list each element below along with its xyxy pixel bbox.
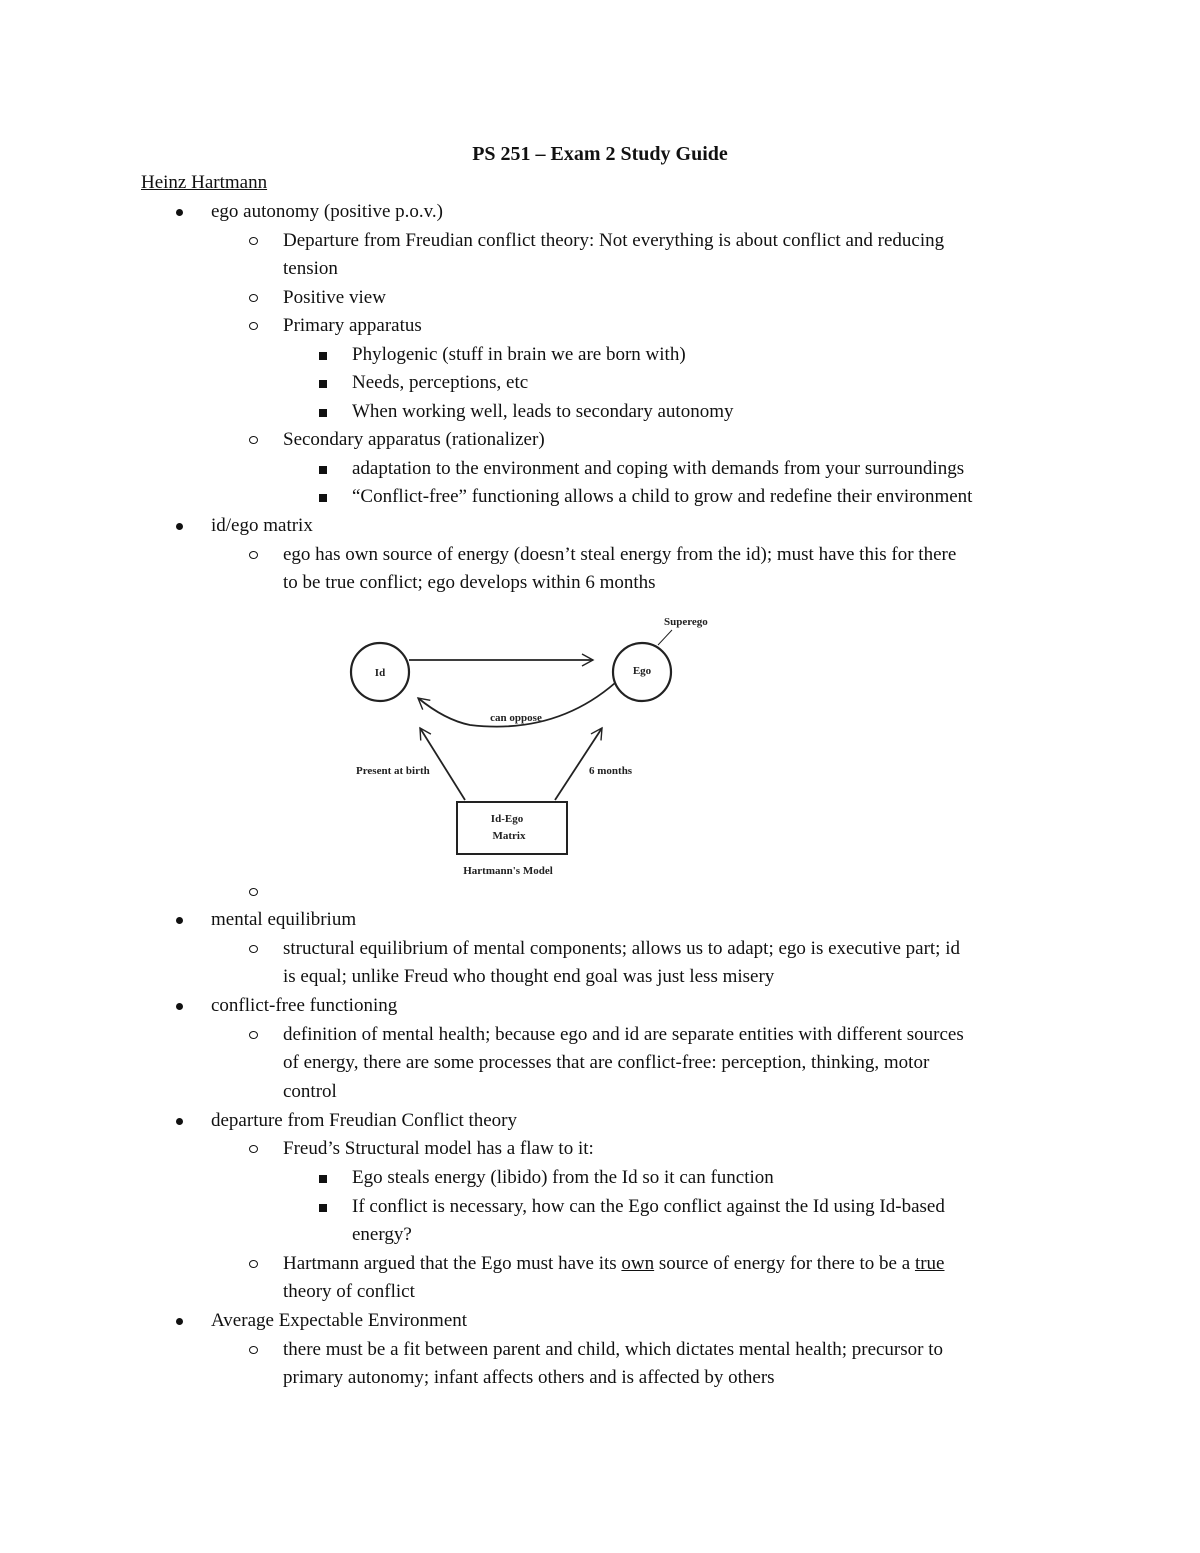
list-item: id/ego matrix bbox=[211, 515, 313, 536]
bullet-square bbox=[318, 1193, 330, 1221]
list-item: there must be a fit between parent and child, which dictates mental health; precursor to bbox=[283, 1339, 944, 1360]
bullet-disc bbox=[174, 512, 184, 540]
list-item-continuation: of energy, there are some processes that are conflict-free: perception, thinking, motor bbox=[283, 1052, 930, 1073]
list-item: Average Expectable Environment bbox=[211, 1310, 468, 1331]
bullet-square bbox=[318, 455, 330, 483]
six-months-label: 6 months bbox=[589, 765, 633, 777]
list-item-continuation: tension bbox=[283, 258, 338, 279]
list-item: ego autonomy (positive p.o.v.) bbox=[211, 201, 444, 222]
list-item: structural equilibrium of mental components; allows us to adapt; ego is executive part; id bbox=[283, 938, 960, 959]
bullet-square bbox=[318, 341, 330, 369]
section-heading: Heinz Hartmann bbox=[141, 172, 268, 193]
list-item: definition of mental health; because ego and id are separate entities with different sources bbox=[283, 1024, 964, 1045]
text-run: Hartmann argued that the Ego must have its bbox=[283, 1253, 622, 1274]
ego-label: Ego bbox=[632, 665, 652, 677]
bullet-circle bbox=[248, 227, 260, 255]
bullet-circle bbox=[248, 1135, 260, 1163]
bullet-disc bbox=[174, 906, 184, 934]
bullet-circle bbox=[248, 426, 260, 454]
list-item: Needs, perceptions, etc bbox=[352, 372, 529, 393]
list-item: Freud’s Structural model has a flaw to it: bbox=[283, 1138, 594, 1159]
bullet-disc bbox=[174, 198, 184, 226]
list-item-continuation: primary autonomy; infant affects others and is affected by others bbox=[283, 1367, 775, 1388]
document-title: PS 251 – Exam 2 Study Guide bbox=[472, 143, 728, 165]
bullet-square bbox=[318, 1164, 330, 1192]
list-item-continuation: is equal; unlike Freud who thought end goal was just less misery bbox=[283, 966, 775, 987]
bullet-square bbox=[318, 369, 330, 397]
list-item: Phylogenic (stuff in brain we are born with) bbox=[352, 344, 686, 365]
bullet-disc bbox=[174, 1307, 184, 1335]
list-item: Positive view bbox=[283, 287, 386, 308]
list-item: Primary apparatus bbox=[283, 315, 422, 336]
underlined-word: own bbox=[621, 1253, 655, 1274]
id-label: Id bbox=[374, 667, 386, 679]
bullet-circle bbox=[248, 1336, 260, 1364]
matrix-to-id-arrow bbox=[420, 728, 465, 800]
list-item bbox=[283, 1250, 944, 1278]
hartmann-model-diagram bbox=[340, 610, 740, 885]
list-item: Secondary apparatus (rationalizer) bbox=[283, 429, 545, 450]
text-run: source of energy for there to be a bbox=[654, 1253, 915, 1274]
bullet-disc bbox=[174, 1107, 184, 1135]
list-item-continuation: to be true conflict; ego develops within 6 months bbox=[283, 572, 656, 593]
list-item: departure from Freudian Conflict theory bbox=[211, 1110, 518, 1131]
matrix-label-line2: Matrix bbox=[492, 830, 526, 842]
list-item-continuation: control bbox=[283, 1081, 337, 1102]
list-item: conflict-free functioning bbox=[211, 995, 398, 1016]
bullet-circle bbox=[248, 1021, 260, 1049]
list-item: adaptation to the environment and coping with demands from your surroundings bbox=[352, 458, 965, 479]
list-item: Ego steals energy (libido) from the Id so it can function bbox=[352, 1167, 774, 1188]
bullet-circle bbox=[248, 878, 260, 906]
list-item: When working well, leads to secondary autonomy bbox=[352, 401, 734, 422]
bullet-circle bbox=[248, 1250, 260, 1278]
superego-pointer bbox=[658, 630, 672, 645]
bullet-circle bbox=[248, 541, 260, 569]
list-item: mental equilibrium bbox=[211, 909, 357, 930]
list-item: ego has own source of energy (doesn’t steal energy from the id); must have this for there bbox=[283, 544, 957, 565]
bullet-circle bbox=[248, 284, 260, 312]
bullet-disc bbox=[174, 992, 184, 1020]
list-item: Departure from Freudian conflict theory: Not everything is about conflict and reducing bbox=[283, 230, 945, 251]
diagram-caption: Hartmann's Model bbox=[463, 865, 553, 877]
underlined-word: true bbox=[914, 1253, 945, 1274]
matrix-label-line1: Id-Ego bbox=[490, 813, 524, 825]
present-at-birth-label: Present at birth bbox=[356, 765, 430, 777]
list-item: “Conflict-free” functioning allows a child to grow and redefine their environment bbox=[352, 486, 973, 507]
matrix-to-ego-arrow bbox=[555, 728, 602, 800]
bullet-square bbox=[318, 483, 330, 511]
can-oppose-label: can oppose bbox=[490, 712, 542, 724]
list-item: If conflict is necessary, how can the Ego conflict against the Id using Id-based bbox=[352, 1196, 945, 1217]
list-item-continuation: theory of conflict bbox=[283, 1281, 415, 1302]
list-item-continuation: energy? bbox=[352, 1224, 412, 1245]
bullet-circle bbox=[248, 312, 260, 340]
id-ego-matrix-box bbox=[457, 802, 567, 854]
superego-label: Superego bbox=[664, 616, 708, 628]
bullet-square bbox=[318, 398, 330, 426]
bullet-circle bbox=[248, 935, 260, 963]
